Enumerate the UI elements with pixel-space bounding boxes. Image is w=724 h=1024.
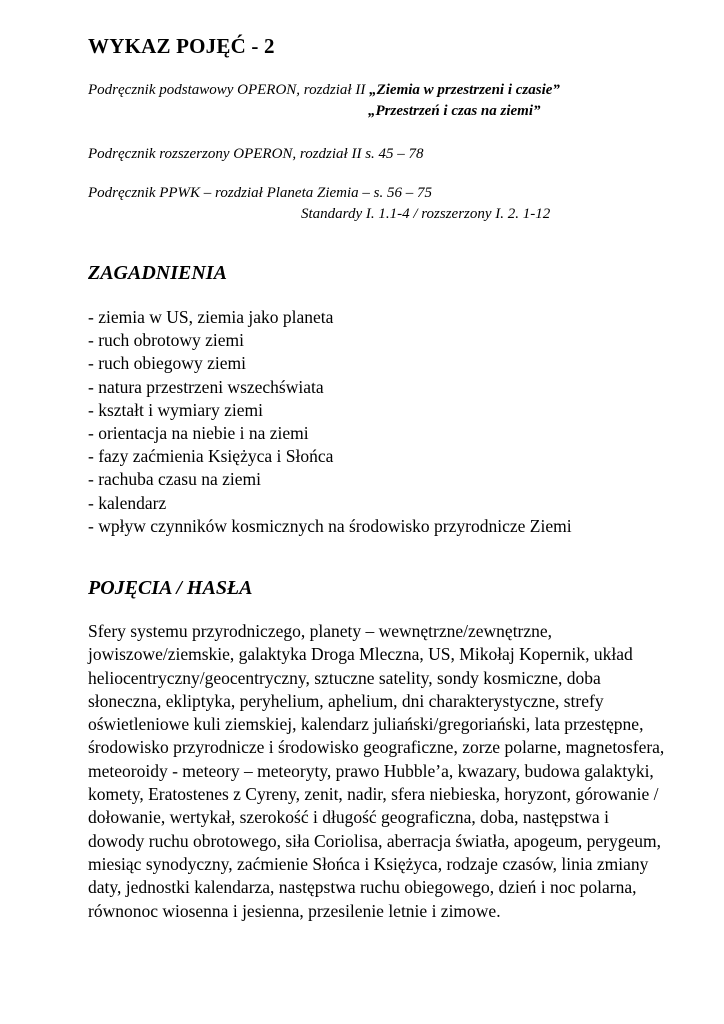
source-basic-line-1: [88, 82, 560, 99]
list-item: - kształt i wymiary ziemi: [88, 399, 263, 420]
list-item: - ruch obiegowy ziemi: [88, 353, 246, 374]
source-ppwk: Podręcznik PPWK – rozdział Planeta Ziemia – s. 56 – 75: [88, 185, 433, 201]
topics-heading: ZAGADNIENIA: [88, 262, 227, 284]
list-item: - kalendarz: [88, 492, 167, 513]
list-item: - natura przestrzeni wszechświata: [88, 376, 324, 397]
source-extended: Podręcznik rozszerzony OPERON, rozdział II s. 45 – 78: [88, 146, 424, 162]
source-basic-chapter-subtitle: „Przestrzeń i czas na ziemi”: [368, 103, 541, 119]
terms-heading: POJĘCIA / HASŁA: [88, 577, 253, 599]
topics-list: [88, 306, 572, 538]
list-item: - ruch obrotowy ziemi: [88, 330, 244, 351]
document-title: WYKAZ POJĘĆ - 2: [88, 34, 275, 58]
list-item: - wpływ czynników kosmicznych na środowisko przyrodnicze Ziemi: [88, 515, 572, 536]
list-item: - ziemia w US, ziemia jako planeta: [88, 307, 334, 327]
source-basic-prefix: Podręcznik podstawowy OPERON, rozdział II: [88, 82, 370, 98]
list-item: - orientacja na niebie i na ziemi: [88, 423, 309, 444]
source-basic-line-2: [368, 103, 541, 120]
source-basic-chapter-title: „Ziemia w przestrzeni i czasie”: [369, 82, 560, 98]
terms-paragraph: Sfery systemu przyrodniczego, planety – wewnętrzne/zewnętrzne, jowiszowe/ziemskie, galaktyka Droga Mleczna, US, Mikołaj Kopernik, układ heliocentryczny/geocentryczny, sztuczne satelity, sondy kosmiczne, doba słoneczna, ekliptyka, peryhelium, aphelium, dni charakterystyczne, strefy oświetleniowe kuli ziemskiej, kalendarz juliański/gregoriański, lata przestępne, środowisko przyrodnicze i środowisko geograficzne, zorze polarne, magnetosfera, meteoroidy - meteory – meteoryty, prawo Hubble’a, kwazary, budowa galaktyki, komety, Eratostenes z Cyreny, zenit, nadir, sfera niebieska, horyzont, górowanie / dołowanie, wertykał, szerokość i długość geograficzna, doba, następstwa i dowody ruchu obrotowego, siła Coriolisa, aberracja światła, apogeum, perygeum, miesiąc synodyczny, zaćmienie Słońca i Księżyca, rodzaje czasów, linia zmiany daty, jednostki kalendarza, następstwa ruchu obiegowego, dzień i noc polarna, równonoc wiosenna i jesienna, przesilenie letnie i zimowe.: [88, 621, 665, 921]
list-item: - fazy zaćmienia Księżyca i Słońca: [88, 446, 334, 467]
source-standards: Standardy I. 1.1-4 / rozszerzony I. 2. 1-12: [301, 206, 551, 222]
list-item: - rachuba czasu na ziemi: [88, 469, 261, 490]
